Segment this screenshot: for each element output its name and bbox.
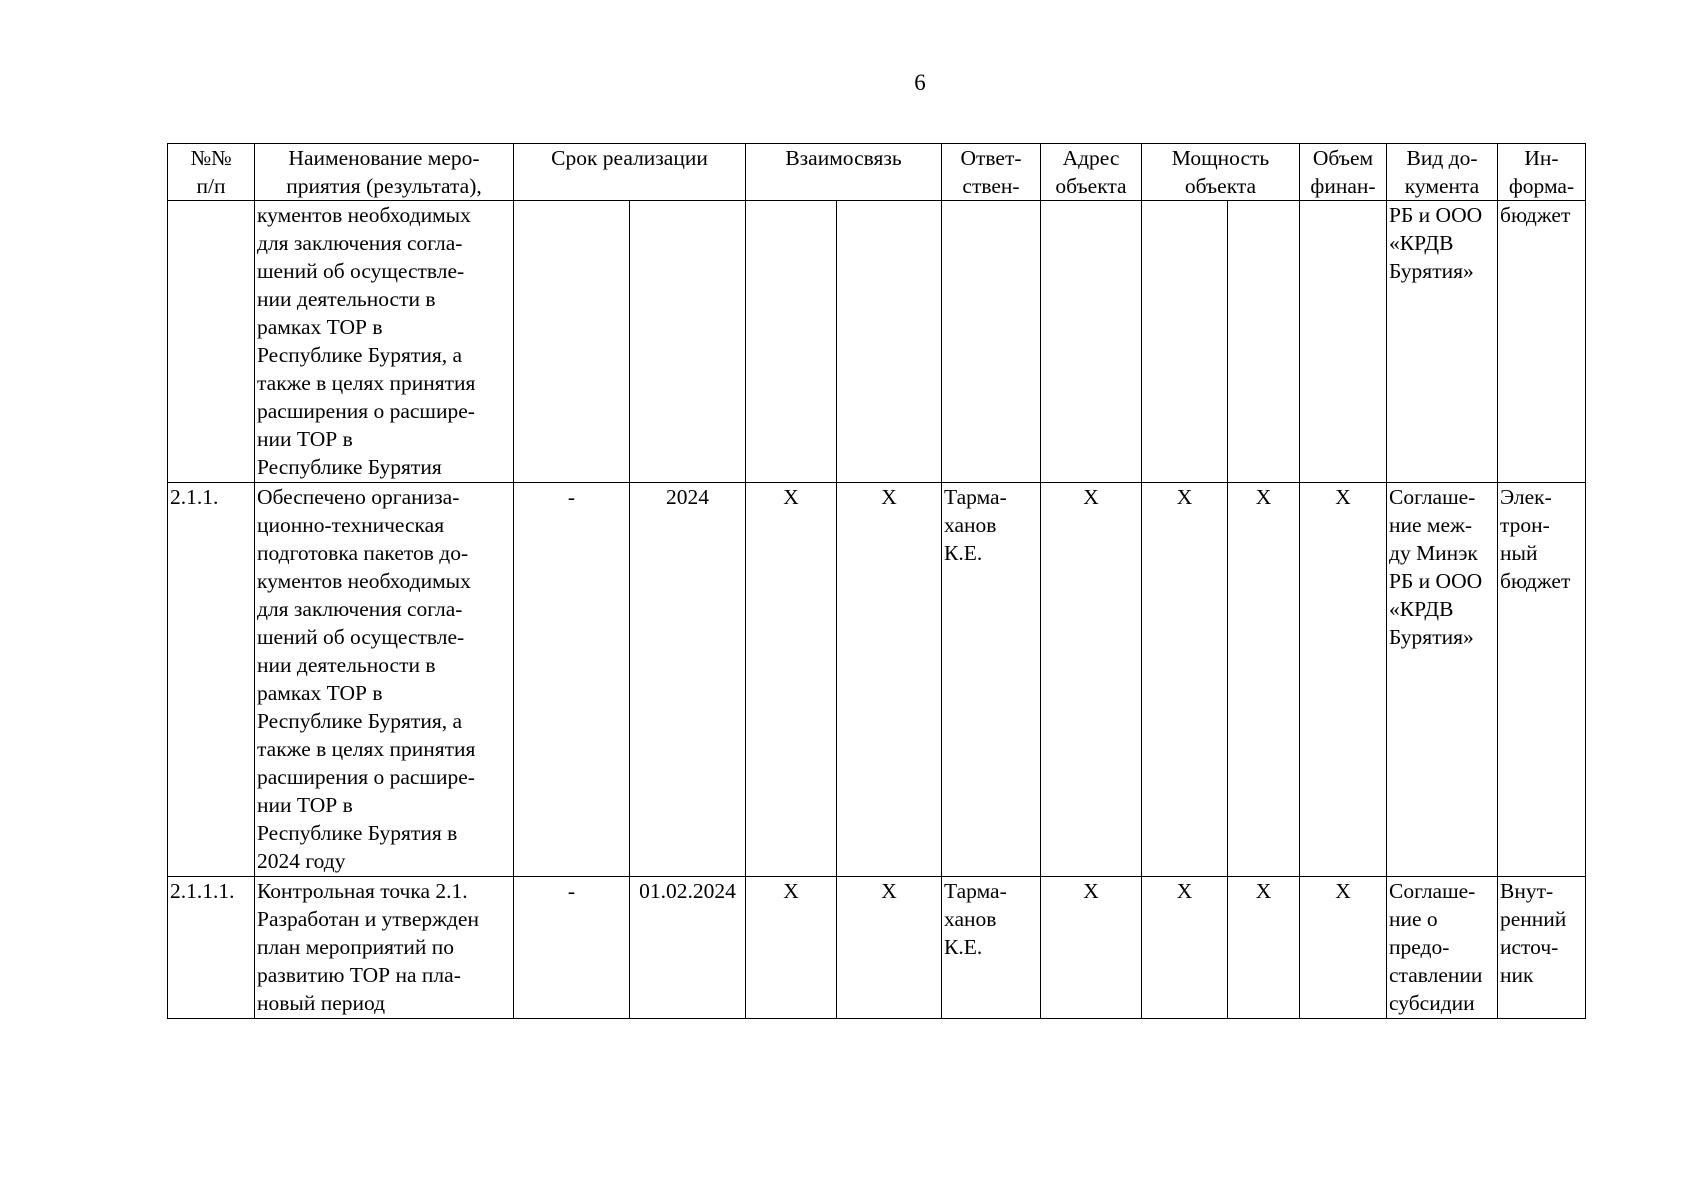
header-name: Наименование меро- приятия (результата), [255, 144, 514, 201]
cell-name: кументов необходимых для заключения согла- шений об осуществле- нии деятельности в рамках ТОР в Республике Бурятия, а также в целях принятия расширения о расшире- нии ТОР в Республике Бурятия [255, 201, 514, 483]
header-address: Адрес объекта [1041, 144, 1142, 201]
cell-power-1: X [1142, 483, 1228, 877]
cell-power-2: X [1228, 877, 1300, 1019]
cell-document: Соглаше- ние о предо- ставлении субсидии [1387, 877, 1498, 1019]
cell-document: РБ и ООО «КРДВ Бурятия» [1387, 201, 1498, 483]
cell-address: X [1041, 877, 1142, 1019]
cell-end: 01.02.2024 [630, 877, 746, 1019]
header-link: Взаимосвязь [746, 144, 942, 201]
header-num: №№ п/п [168, 144, 255, 201]
cell-document: Соглаше- ние меж- ду Минэк РБ и ООО «КРДВ Бурятия» [1387, 483, 1498, 877]
header-document: Вид до- кумента [1387, 144, 1498, 201]
cell-volume [1300, 201, 1387, 483]
cell-name: Контрольная точка 2.1. Разработан и утвержден план мероприятий по развитию ТОР на пла- новый период [255, 877, 514, 1019]
cell-name: Обеспечено организа- ционно-техническая подготовка пакетов до- кументов необходимых для заключения согла- шений об осуществле- нии деятельности в рамках ТОР в Республике Бурятия, а также в целях принятия расширения о расшире- нии ТОР в Республике Бурятия в 2024 году [255, 483, 514, 877]
cell-responsible: Тарма- ханов К.Е. [942, 483, 1041, 877]
cell-info: Внут- ренний источ- ник [1498, 877, 1586, 1019]
table-row [168, 201, 1586, 483]
cell-end [630, 201, 746, 483]
cell-num [168, 201, 255, 483]
cell-link-2: X [837, 877, 942, 1019]
header-term: Срок реализации [514, 144, 746, 201]
cell-link-2: X [837, 483, 942, 877]
cell-start: - [514, 483, 630, 877]
cell-power-2 [1228, 201, 1300, 483]
cell-info: Элек- трон- ный бюджет [1498, 483, 1586, 877]
cell-end: 2024 [630, 483, 746, 877]
cell-start: - [514, 877, 630, 1019]
cell-address [1041, 201, 1142, 483]
cell-link-2 [837, 201, 942, 483]
header-info: Ин- форма- [1498, 144, 1586, 201]
header-power: Мощность объекта [1142, 144, 1300, 201]
cell-info: бюджет [1498, 201, 1586, 483]
page-number: 6 [914, 70, 926, 95]
cell-link-1 [746, 201, 837, 483]
cell-num: 2.1.1. [168, 483, 255, 877]
plan-table [167, 143, 1586, 1019]
table-row [168, 483, 1586, 877]
cell-power-2: X [1228, 483, 1300, 877]
cell-responsible [942, 201, 1041, 483]
cell-address: X [1041, 483, 1142, 877]
header-row [168, 144, 1586, 201]
cell-volume: X [1300, 483, 1387, 877]
cell-responsible: Тарма- ханов К.Е. [942, 877, 1041, 1019]
header-responsible: Ответ- ствен- [942, 144, 1041, 201]
cell-start [514, 201, 630, 483]
table-row [168, 877, 1586, 1019]
cell-link-1: X [746, 483, 837, 877]
header-volume: Объем финан- [1300, 144, 1387, 201]
cell-power-1: X [1142, 877, 1228, 1019]
cell-link-1: X [746, 877, 837, 1019]
cell-volume: X [1300, 877, 1387, 1019]
cell-power-1 [1142, 201, 1228, 483]
cell-num: 2.1.1.1. [168, 877, 255, 1019]
